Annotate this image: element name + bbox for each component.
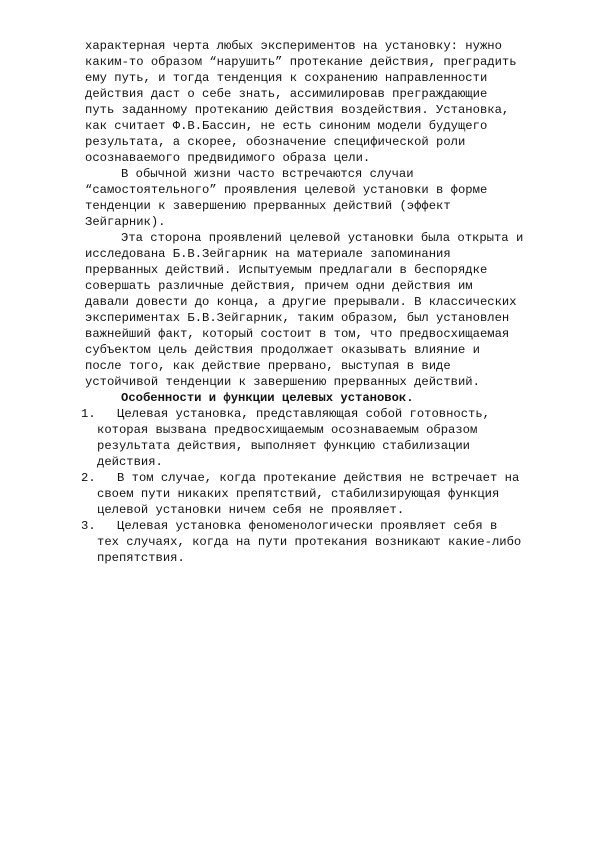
list-item-line: Целевая установка феноменологически проявляет себя в	[117, 519, 498, 533]
paragraph-1-line: характерная черта любых экспериментов на установку: нужно	[85, 39, 502, 53]
paragraph-3-line: устойчивой тенденции к завершению прерванных действий.	[85, 375, 480, 389]
paragraph-1-line: путь заданному протеканию действия воздействия. Установка,	[85, 103, 510, 117]
list-item-line: целевой установки ничем себя не проявляет.	[97, 503, 405, 517]
list-item-line: своем пути никаких препятствий, стабилизирующая функция	[97, 487, 500, 501]
numbered-list	[81, 406, 551, 566]
list-item-line: которая вызвана предвосхищаемым осознаваемым образом	[97, 423, 478, 437]
list-marker: 1.	[81, 407, 96, 421]
section-heading: Особенности и функции целевых установок.	[121, 391, 414, 405]
paragraph-3-line: прерванных действий. Испытуемым предлагали в беспорядке	[85, 263, 488, 277]
paragraph-2	[85, 166, 555, 230]
paragraph-2-line: Зейгарник).	[85, 215, 166, 229]
list-item	[81, 470, 551, 518]
paragraph-1-line: результата, а скорее, обозначение специфической роли	[85, 135, 466, 149]
paragraph-1-line: ему путь, и тогда тенденция к сохранению направленности	[85, 71, 488, 85]
paragraph-3-line: важнейший факт, который состоит в том, что предвосхищаемая	[85, 327, 510, 341]
paragraph-3-line: совершать различные действия, причем одни действия им	[85, 279, 473, 293]
list-item-line: тех случаях, когда на пути протекания возникают какие-либо	[97, 535, 522, 549]
list-item	[81, 518, 551, 566]
paragraph-2-line: В обычной жизни часто встречаются случаи	[121, 167, 414, 181]
list-item-line: В том случае, когда протекание действия не встречает на	[117, 471, 520, 485]
paragraph-3-line: экспериментах Б.В.Зейгарник, таким образом, был установлен	[85, 311, 510, 325]
list-item-line: препятствия.	[97, 551, 185, 565]
paragraph-1-line: как считает Ф.В.Бассин, не есть синоним модели будущего	[85, 119, 488, 133]
paragraph-1	[85, 38, 555, 166]
list-marker: 3.	[81, 519, 96, 533]
paragraph-3-line: Эта сторона проявлений целевой установки была открыта и	[121, 231, 524, 245]
paragraph-3-line: исследована Б.В.Зейгарник на материале запоминания	[85, 247, 451, 261]
paragraph-3	[85, 230, 555, 390]
paragraph-2-line: “самостоятельного” проявления целевой установки в форме	[85, 183, 488, 197]
list-marker: 2.	[81, 471, 96, 485]
list-item	[81, 406, 551, 470]
paragraph-1-line: действия даст о себе знать, ассимилировав преграждающие	[85, 87, 488, 101]
list-item-line: Целевая установка, представляющая собой готовность,	[117, 407, 490, 421]
list-item-line: действия.	[97, 455, 163, 469]
document-body	[81, 38, 555, 566]
paragraph-2-line: тенденции к завершению прерванных действий (эффект	[85, 199, 451, 213]
paragraph-3-line: после того, как действие прервано, выступая в виде	[85, 359, 451, 373]
paragraph-3-line: субъектом цель действия продолжает оказывать влияние и	[85, 343, 480, 357]
paragraph-1-line: осознаваемого предвидимого образа цели.	[85, 151, 371, 165]
paragraph-1-line: каким-то образом “нарушить” протекание действия, преградить	[85, 55, 517, 69]
list-item-line: результата действия, выполняет функцию стабилизации	[97, 439, 470, 453]
paragraph-3-line: давали довести до конца, а другие прерывали. В классических	[85, 295, 517, 309]
